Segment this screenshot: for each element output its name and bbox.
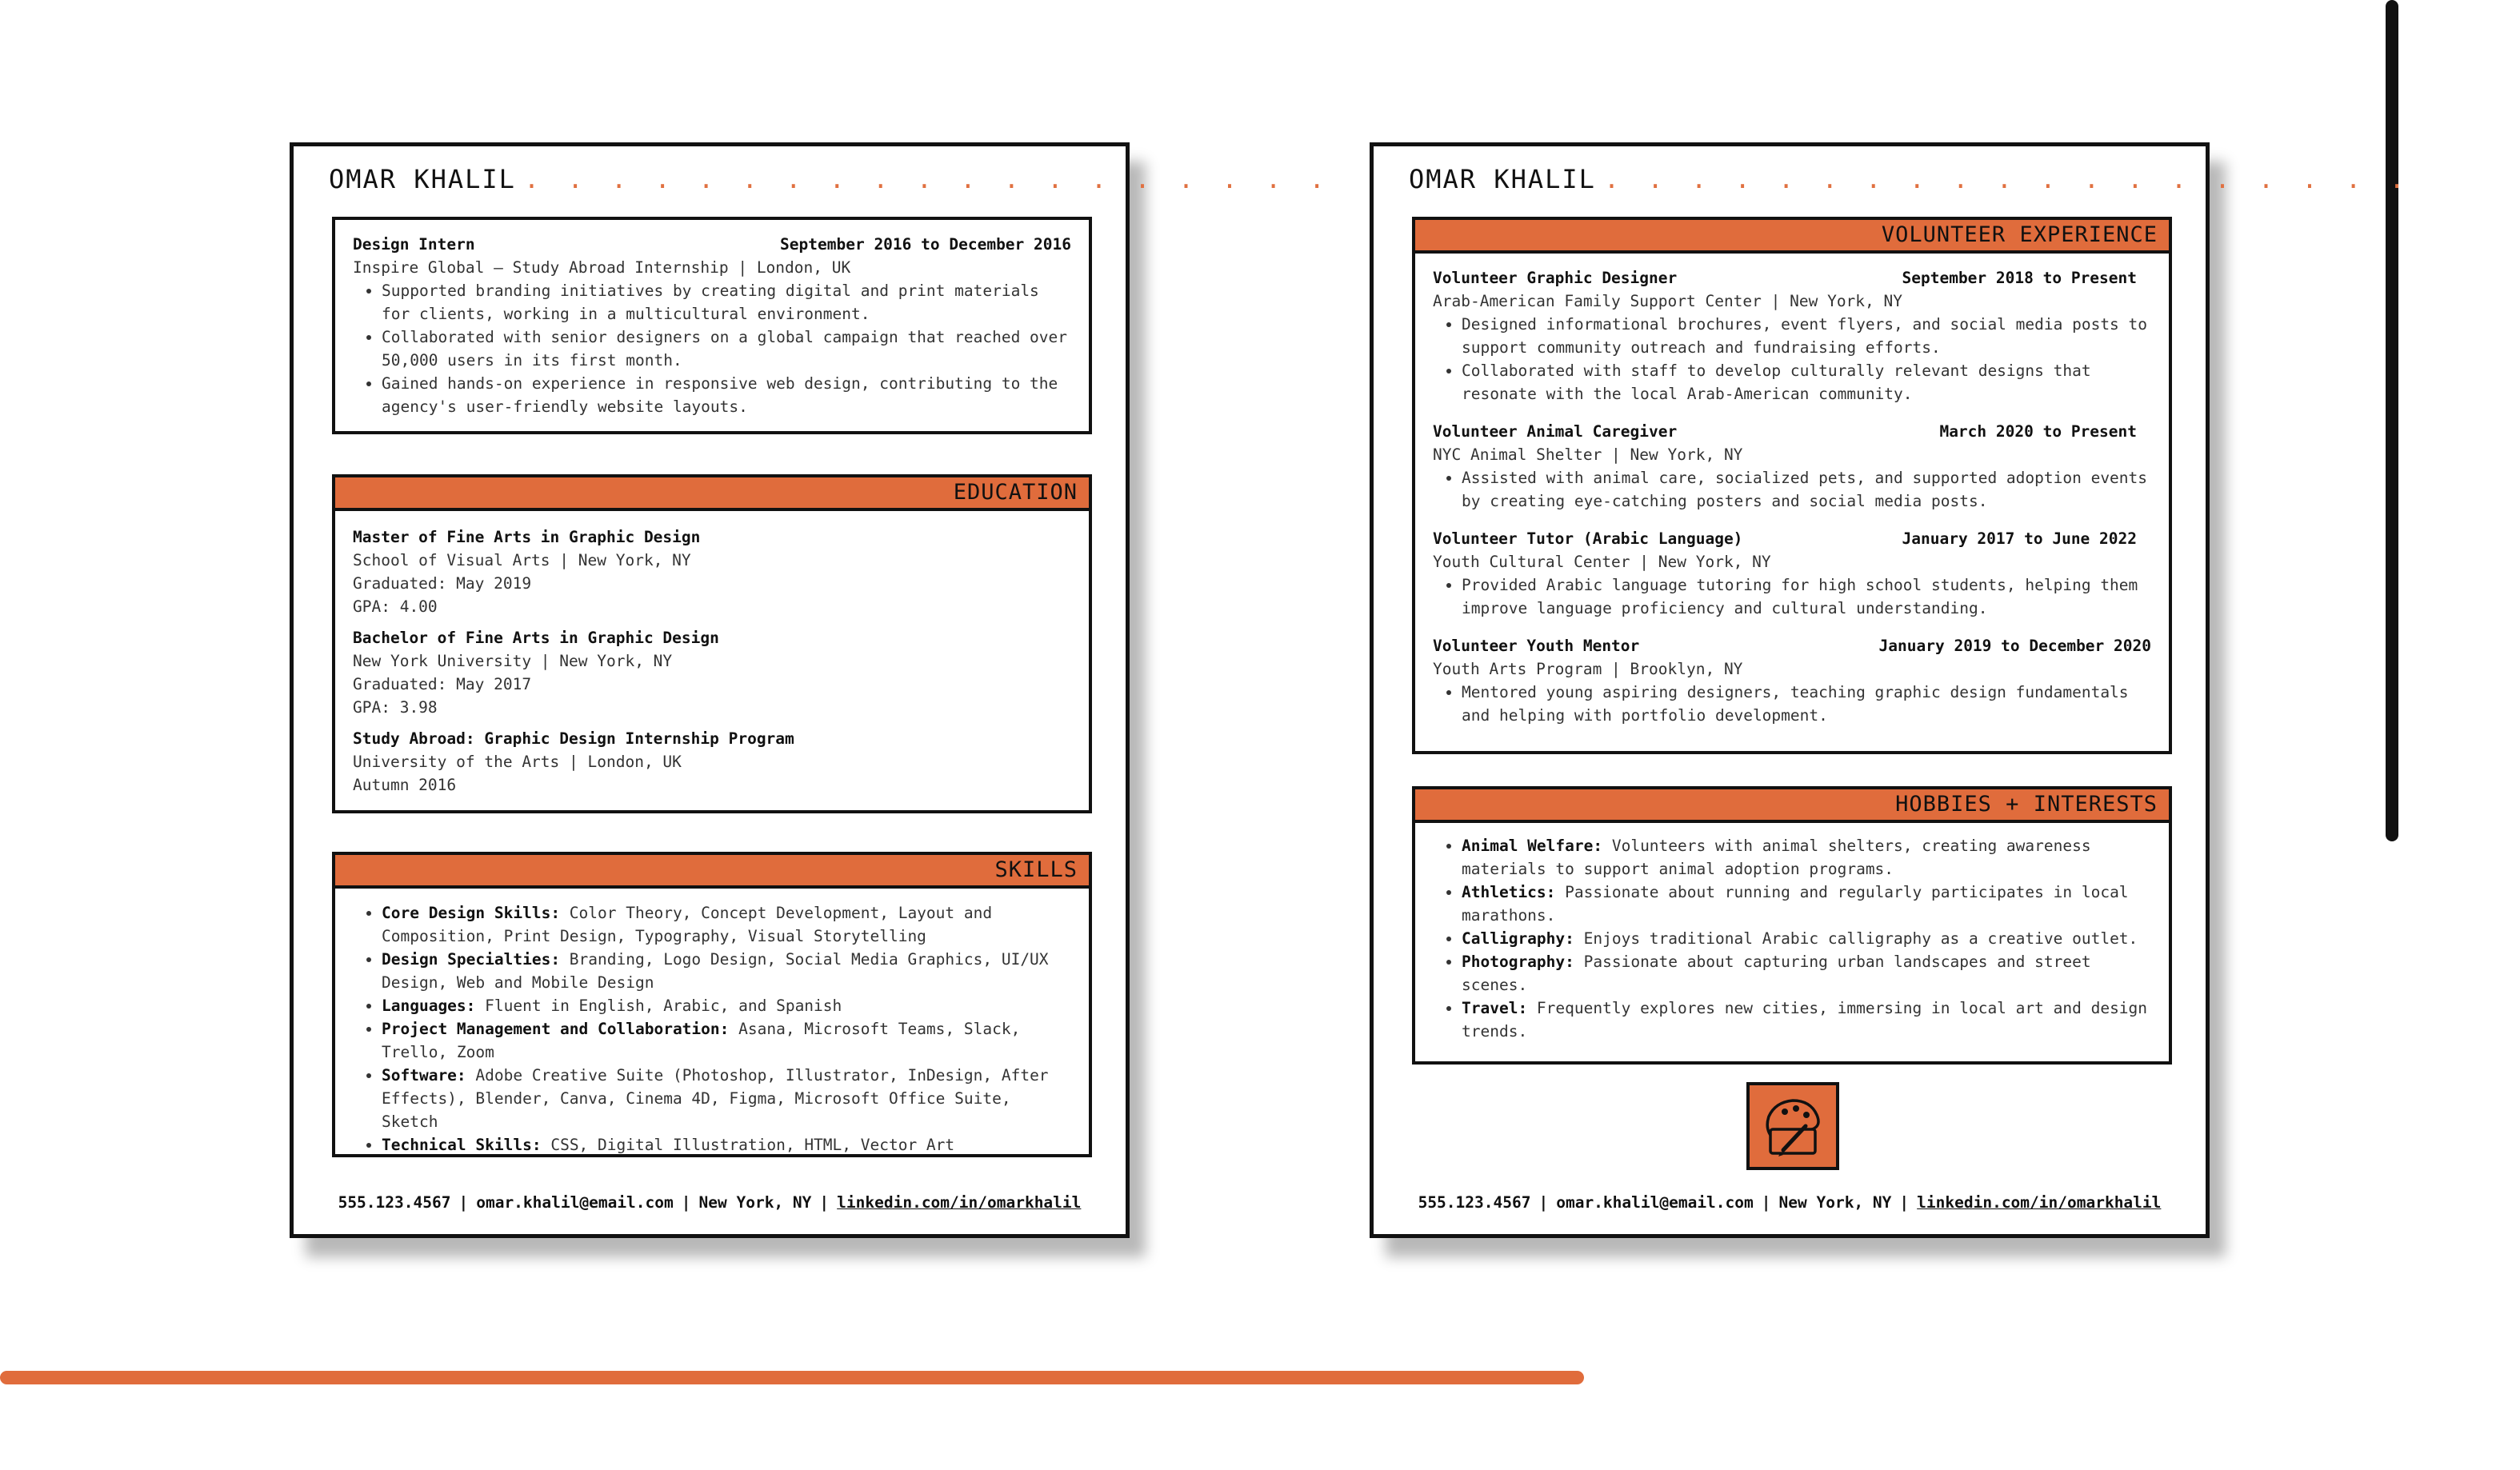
role-bullets [1433, 681, 2151, 727]
skill-text: Branding, Logo Design, Social Media Graphics, UI/UX Design, Web and Mobile Design [382, 950, 1049, 992]
role-org: Arab-American Family Support Center | New York, NY [1433, 292, 1902, 310]
graduation-date: Autumn 2016 [353, 776, 457, 794]
resume-name [1409, 164, 2411, 194]
education-entry [353, 626, 1071, 719]
linkedin-link[interactable]: linkedin.com/in/omarkhalil [1917, 1193, 2162, 1212]
list-item [382, 1017, 1071, 1064]
volunteer-box [1412, 217, 2172, 754]
volunteer-header: VOLUNTEER EXPERIENCE [1415, 220, 2169, 254]
job-org: Inspire Global – Study Abroad Internship | London, UK [353, 258, 851, 277]
role-dates: January 2017 to June 2022 [1902, 529, 2137, 548]
hobby-label: Animal Welfare: [1462, 837, 1603, 855]
experience-heading [353, 233, 1071, 256]
list-item [1462, 997, 2151, 1043]
email[interactable]: omar.khalil@email.com [476, 1193, 674, 1212]
list-item [1462, 950, 2151, 997]
name-text: OMAR KHALIL [1409, 164, 1596, 194]
hobby-text: Passionate about running and regularly participates in local marathons. [1462, 883, 2129, 925]
school: School of Visual Arts | New York, NY [353, 551, 691, 569]
degree-title: Bachelor of Fine Arts in Graphic Design [353, 629, 719, 647]
skill-label: Core Design Skills: [382, 904, 561, 922]
list-item [382, 1133, 1071, 1156]
hobby-label: Athletics: [1462, 883, 1556, 901]
list-item [1462, 834, 2151, 881]
education-entry [353, 727, 1071, 797]
skills-box [332, 852, 1092, 1157]
role-dates: March 2020 to Present [1939, 422, 2137, 441]
list-item [382, 901, 1071, 948]
hobby-text: Volunteers with animal shelters, creating awareness materials to support animal adoption programs. [1462, 837, 2091, 878]
list-item: • Assisted with animal care, socialized pets, and supported adoption events by creating eye-catching posters and social media posts. [1462, 466, 2151, 513]
skills-list [353, 901, 1071, 1156]
hobby-label: Photography: [1462, 953, 1574, 971]
list-item [1462, 881, 2151, 927]
linkedin-link[interactable]: linkedin.com/in/omarkhalil [837, 1193, 1082, 1212]
skill-text: CSS, Digital Illustration, HTML, Vector Art [541, 1136, 955, 1154]
school: University of the Arts | London, UK [353, 753, 682, 771]
list-item: • Supported branding initiatives by creating digital and print materials for clients, working in a multicultural environment. [382, 279, 1071, 326]
volunteer-entry [1433, 634, 2151, 727]
job-bullets [353, 279, 1071, 418]
name-dots: . . . . . . . . . . . . . . . . . . . [1603, 164, 2411, 194]
skill-text: Fluent in English, Arabic, and Spanish [475, 997, 842, 1015]
school: New York University | New York, NY [353, 652, 673, 670]
role-org: Youth Arts Program | Brooklyn, NY [1433, 660, 1743, 678]
name-dots: . . . . . . . . . . . . . . . . . . . [523, 164, 1331, 194]
role-title: Volunteer Animal Caregiver [1433, 422, 1678, 441]
resume-page-2 [1370, 142, 2411, 1238]
list-item [1462, 927, 2151, 950]
hobby-text: Passionate about capturing urban landscapes and street scenes. [1462, 953, 2091, 994]
phone: 555.123.4567 [1418, 1193, 1531, 1212]
role-title: Volunteer Graphic Designer [1433, 269, 1678, 287]
skill-text: Asana, Microsoft Teams, Slack, Trello, Zoom [382, 1020, 1021, 1061]
skills-header: SKILLS [335, 855, 1089, 889]
role-org: NYC Animal Shelter | New York, NY [1433, 445, 1743, 464]
graduation-date: Graduated: May 2017 [353, 675, 532, 693]
education-header: EDUCATION [335, 477, 1089, 511]
hobbies-list [1433, 834, 2151, 1043]
skill-label: Software: [382, 1066, 466, 1085]
skill-label: Languages: [382, 997, 476, 1015]
graduation-date: Graduated: May 2019 [353, 574, 532, 593]
role-dates: January 2019 to December 2020 [1878, 637, 2151, 655]
gpa: GPA: 4.00 [353, 597, 438, 616]
location: New York, NY [1778, 1193, 1892, 1212]
skill-text: Adobe Creative Suite (Photoshop, Illustrator, InDesign, After Effects), Blender, Canva, Cinema 4D, Figma, Microsoft Office Suite, Sketch [382, 1066, 1049, 1131]
role-title: Volunteer Youth Mentor [1433, 637, 1640, 655]
name-text: OMAR KHALIL [329, 164, 516, 194]
hobbies-header: HOBBIES + INTERESTS [1415, 789, 2169, 823]
list-item: • Designed informational brochures, event flyers, and social media posts to support community outreach and fundraising efforts. [1462, 313, 2151, 359]
role-bullets [1433, 313, 2151, 405]
skill-label: Project Management and Collaboration: [382, 1020, 730, 1038]
skill-label: Design Specialties: [382, 950, 561, 969]
role-org: Youth Cultural Center | New York, NY [1433, 553, 1771, 571]
resume-page-1 [290, 142, 1331, 1238]
gpa: GPA: 3.98 [353, 698, 438, 717]
list-item: • Mentored young aspiring designers, teaching graphic design fundamentals and helping with portfolio development. [1462, 681, 2151, 727]
volunteer-entry [1433, 527, 2151, 620]
hobby-text: Enjoys traditional Arabic calligraphy as a creative outlet. [1574, 929, 2138, 948]
resume-name [329, 164, 1331, 194]
palette-brush-icon [1746, 1082, 1839, 1170]
education-entry [353, 525, 1071, 618]
hobbies-box [1412, 786, 2172, 1065]
role-title: Volunteer Tutor (Arabic Language) [1433, 529, 1743, 548]
volunteer-entry [1433, 420, 2151, 513]
job-title: Design Intern [353, 235, 475, 254]
experience-box [332, 217, 1092, 434]
role-bullets [1433, 573, 2151, 620]
vertical-divider-bar [2386, 0, 2398, 841]
hobby-label: Travel: [1462, 999, 1528, 1017]
job-dates: September 2016 to December 2016 [780, 235, 1071, 254]
role-bullets [1433, 466, 2151, 513]
list-item [382, 948, 1071, 994]
list-item [382, 1064, 1071, 1133]
progress-bar [0, 1371, 1584, 1384]
hobby-label: Calligraphy: [1462, 929, 1574, 948]
list-item: • Provided Arabic language tutoring for high school students, helping them improve language proficiency and cultural understanding. [1462, 573, 2151, 620]
phone: 555.123.4567 [338, 1193, 451, 1212]
email[interactable]: omar.khalil@email.com [1556, 1193, 1754, 1212]
hobby-text: Frequently explores new cities, immersing in local art and design trends. [1462, 999, 2148, 1041]
contact-footer: 555.123.4567 | omar.khalil@email.com | New York, NY | linkedin.com/in/omarkhalil [1418, 1193, 2162, 1212]
role-dates: September 2018 to Present [1902, 269, 2137, 287]
education-box [332, 474, 1092, 813]
contact-footer: 555.123.4567 | omar.khalil@email.com | New York, NY | linkedin.com/in/omarkhalil [338, 1193, 1082, 1212]
volunteer-entry [1433, 266, 2151, 405]
list-item [382, 994, 1071, 1017]
list-item: • Gained hands-on experience in responsive web design, contributing to the agency's user-friendly website layouts. [382, 372, 1071, 418]
skill-label: Technical Skills: [382, 1136, 542, 1154]
degree-title: Study Abroad: Graphic Design Internship Program [353, 729, 794, 748]
location: New York, NY [698, 1193, 812, 1212]
skill-text: Color Theory, Concept Development, Layout and Composition, Print Design, Typography, Visual Storytelling [382, 904, 993, 945]
list-item: • Collaborated with senior designers on a global campaign that reached over 50,000 users in its first month. [382, 326, 1071, 372]
degree-title: Master of Fine Arts in Graphic Design [353, 528, 701, 546]
list-item: • Collaborated with staff to develop culturally relevant designs that resonate with the local Arab-American community. [1462, 359, 2151, 405]
